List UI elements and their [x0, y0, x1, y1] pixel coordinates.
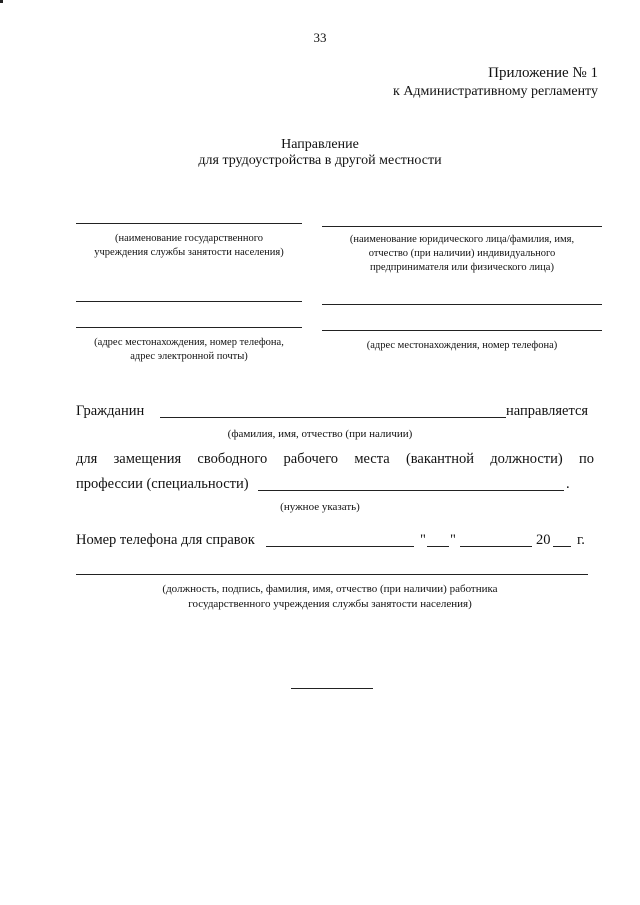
citizen-name-line[interactable] [160, 417, 506, 418]
date-year-prefix: 20 [536, 532, 551, 548]
phone-number-line[interactable] [266, 546, 414, 547]
employment-service-address-line-1[interactable] [76, 301, 302, 302]
employment-service-address-caption: (адрес местонахождения, номер телефона, адрес электронной почты) [94, 337, 284, 362]
vacancy-word: по [578, 451, 594, 467]
employer-address-line-1[interactable] [322, 304, 602, 305]
signature-line[interactable] [76, 574, 588, 575]
citizen-caption: (фамилия, имя, отчество (при наличии) [227, 428, 413, 440]
vacancy-word: свободного [197, 451, 268, 467]
profession-caption: (нужное указать) [280, 501, 360, 513]
employer-address-caption: (адрес местонахождения, номер телефона) [366, 340, 558, 351]
document-title: Направление [281, 137, 359, 152]
citizen-label: Гражданин [76, 403, 145, 419]
vacancy-word: замещения [113, 451, 182, 467]
vacancy-word: (вакантной [405, 451, 474, 467]
date-quote-open: " [420, 532, 426, 548]
employment-service-name-line[interactable] [76, 223, 302, 224]
date-month-line[interactable] [460, 546, 532, 547]
scan-edge-mark [0, 0, 3, 3]
page-number: 33 [313, 30, 327, 45]
employer-name-caption: (наименование юридического лица/фамилия, имя, отчество (при наличии) индивидуального предпринимателя или физического лица) [349, 234, 575, 273]
employer-name-line[interactable] [322, 226, 602, 227]
profession-line[interactable] [258, 490, 564, 491]
vacancy-word: рабочего [283, 451, 339, 467]
signature-caption: (должность, подпись, фамилия, имя, отчество (при наличии) работника государственного учреждения службы занятости населения) [162, 583, 498, 610]
date-year-suffix: г. [577, 532, 585, 548]
date-day-line[interactable] [427, 546, 449, 547]
profession-end: . [566, 476, 570, 492]
employment-service-name-caption: (наименование государственного учреждения службы занятости населения) [94, 233, 284, 258]
citizen-suffix: направляется [506, 403, 589, 419]
date-quote-close: " [450, 532, 456, 548]
appendix-title: Приложение № 1 [488, 65, 598, 81]
employment-service-address-line-2[interactable] [76, 327, 302, 328]
phone-label: Номер телефона для справок [76, 532, 255, 548]
vacancy-word: места [354, 451, 390, 467]
vacancy-word: должности) [490, 451, 563, 467]
profession-label: профессии (специальности) [76, 476, 249, 492]
appendix-subtitle: к Административному регламенту [393, 84, 598, 99]
vacancy-sentence [76, 451, 594, 468]
vacancy-word: для [76, 451, 98, 467]
end-separator [291, 688, 373, 689]
document-subtitle: для трудоустройства в другой местности [198, 153, 442, 168]
date-year-line[interactable] [553, 546, 571, 547]
employer-address-line-2[interactable] [322, 330, 602, 331]
